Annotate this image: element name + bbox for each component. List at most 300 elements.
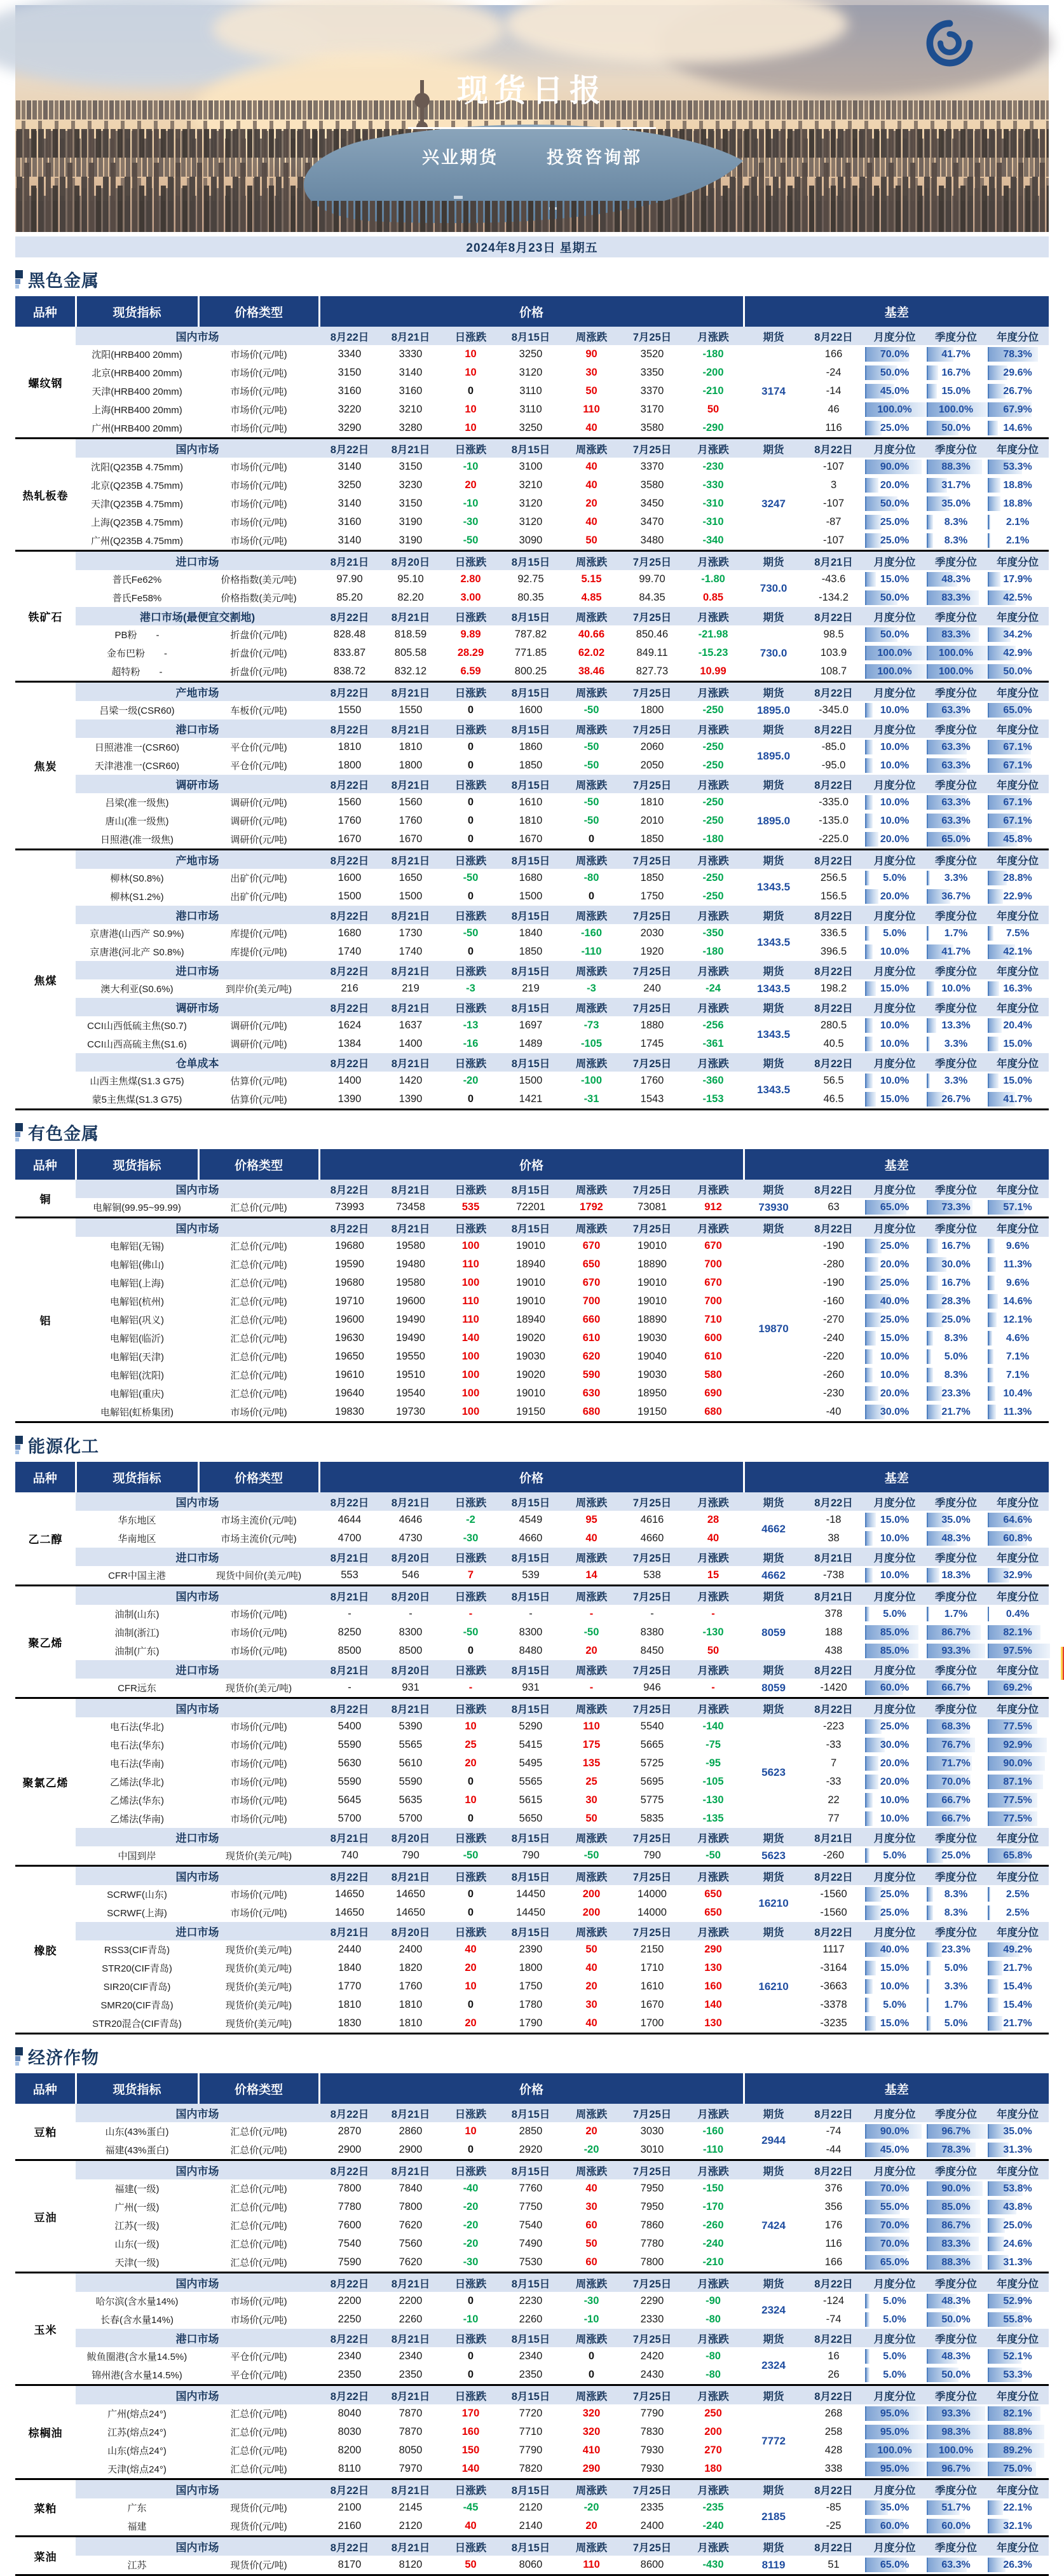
percentile-cell: [864, 1754, 925, 1773]
basis-cell: -74: [826, 2125, 842, 2137]
price-cell: 790: [522, 1850, 540, 1861]
percentile-cell: [925, 1679, 986, 1698]
percentile-value: 63.3%: [941, 2559, 971, 2570]
percentile-cell: [986, 1791, 1049, 1809]
price-cell: 2340: [338, 2350, 362, 2362]
subheader-date: 周涨跌: [561, 1548, 622, 1566]
title-divider: [408, 127, 656, 129]
price-cell: 3160: [338, 385, 362, 397]
price-cell: 19010: [638, 1295, 667, 1307]
change-cell: -250: [702, 704, 724, 716]
market-subheader: 进口市场: [76, 1660, 319, 1679]
price-type-cell: 市场价(元/吨): [230, 1814, 287, 1825]
subheader-date: 月涨跌: [683, 1660, 744, 1679]
change-cell: 150: [461, 2444, 480, 2456]
indicator-cell: 电解铝(临沂): [110, 1333, 164, 1344]
subheader-date: 月度分位: [864, 1218, 925, 1237]
subheader-date: 7月25日: [622, 1660, 683, 1679]
percentile-value: 5.0%: [883, 1608, 906, 1619]
percentile-cell: [864, 830, 925, 850]
subheader-date: 期货: [744, 1548, 803, 1566]
price-cell: 1760: [640, 1075, 664, 1086]
subheader-date: 季度分位: [925, 2273, 986, 2293]
org-name: 兴业期货: [422, 148, 498, 167]
subheader-date: 日涨跌: [441, 439, 500, 458]
price-cell: 931: [402, 1682, 419, 1693]
percentile-value: 25.0%: [941, 1314, 971, 1325]
price-cell: 1500: [519, 890, 543, 902]
data-row: [15, 1347, 1049, 1366]
subheader-date: 期货: [744, 906, 803, 924]
percentile-value: 25.0%: [880, 1721, 910, 1732]
percentile-value: 5.0%: [883, 872, 906, 883]
price-cell: 2100: [338, 2502, 362, 2513]
subheader-date: 7月25日: [622, 2385, 683, 2405]
percentile-cell: [864, 2310, 925, 2329]
subheader-date: 季度分位: [925, 607, 986, 625]
change-cell: -10: [583, 2314, 599, 2325]
percentile-value: 15.0%: [1003, 1075, 1032, 1086]
percentile-value: 63.3%: [941, 796, 971, 808]
indicator-cell: SIR20(CIF青岛): [103, 1982, 171, 1993]
price-cell: 8300: [519, 1626, 543, 1638]
price-cell: 1920: [640, 946, 664, 957]
percentile-value: 65.0%: [880, 2256, 910, 2268]
variety-cell: 铁矿石: [15, 551, 76, 682]
basis-cell: 166: [824, 348, 843, 360]
basis-cell: -225.0: [819, 833, 849, 845]
price-cell: 3470: [640, 516, 664, 528]
basis-cell: 98.5: [823, 629, 844, 640]
percentile-cell: [925, 1846, 986, 1866]
subheader-date: 8月22日: [319, 2385, 380, 2405]
price-cell: 5775: [640, 1794, 664, 1806]
subheader-date: 7月25日: [622, 2329, 683, 2347]
subheader-date: 8月15日: [500, 682, 561, 702]
subheader-date: 日涨跌: [441, 1866, 500, 1886]
price-type-cell: 市场价(元/吨): [230, 517, 287, 528]
subheader-date: 日涨跌: [441, 1660, 500, 1679]
price-cell: 8450: [640, 1645, 664, 1656]
percentile-value: 15.0%: [880, 2017, 910, 2029]
percentile-cell: [986, 1679, 1049, 1698]
price-cell: 5540: [640, 1721, 664, 1732]
price-cell: 19010: [638, 1277, 667, 1288]
market-subheader: 港口市场(最便宜交割地): [76, 607, 319, 625]
price-cell: 5665: [640, 1739, 664, 1750]
change-cell: -240: [702, 2520, 724, 2532]
percentile-cell: [925, 1904, 986, 1922]
data-row: [15, 812, 1049, 830]
basis-cell: 51: [828, 2559, 840, 2570]
percentile-value: 90.0%: [880, 2125, 910, 2137]
percentile-bar: [865, 1331, 876, 1346]
price-cell: 790: [643, 1850, 661, 1861]
subheader-row: [15, 439, 1049, 458]
price-cell: 1810: [338, 741, 362, 753]
change-cell: -50: [583, 760, 599, 771]
percentile-value: 41.7%: [941, 348, 971, 360]
percentile-value: 100.0%: [877, 404, 912, 415]
percentile-cell: [925, 1791, 986, 1809]
percentile-cell: [925, 1198, 986, 1218]
subheader-date: 周涨跌: [561, 1660, 622, 1679]
price-type-cell: 汇总价(元/吨): [230, 2464, 287, 2475]
percentile-value: 63.3%: [941, 704, 971, 716]
data-row: [15, 1791, 1049, 1809]
subheader-date: 月涨跌: [683, 2160, 744, 2180]
indicator-cell: 柳林(S0.8%): [110, 873, 164, 884]
subheader-date: 年度分位: [986, 607, 1049, 625]
price-cell: 2860: [399, 2125, 423, 2137]
percentile-cell: [986, 494, 1049, 513]
percentile-value: 3.3%: [944, 1038, 968, 1049]
change-cell: -10: [463, 498, 479, 509]
price-type-cell: 现货价(元/吨): [230, 2521, 287, 2532]
basis-cell: -25: [826, 2520, 842, 2532]
change-cell: 95: [585, 1514, 597, 1525]
price-cell: 19020: [516, 1369, 545, 1380]
percentile-value: 63.3%: [941, 741, 971, 753]
price-cell: 1543: [640, 1093, 664, 1105]
percentile-cell: [986, 1717, 1049, 1736]
percentile-value: 29.6%: [1003, 367, 1032, 378]
price-cell: 4646: [399, 1514, 423, 1525]
percentile-value: 18.8%: [1003, 479, 1032, 491]
indicator-cell: 广东: [127, 2503, 147, 2514]
subheader-date: 8月22日: [319, 1218, 380, 1237]
column-header: 现货指标: [76, 1149, 198, 1180]
subheader-date: 周涨跌: [561, 719, 622, 738]
percentile-cell: [925, 589, 986, 607]
change-cell: 0.85: [702, 592, 724, 603]
indicator-cell: 天津(Q235B 4.75mm): [90, 499, 184, 510]
percentile-value: 73.3%: [941, 1201, 971, 1213]
price-cell: 8600: [640, 2559, 664, 2570]
percentile-cell: [986, 2141, 1049, 2160]
change-cell: -: [711, 1682, 715, 1693]
data-row: [15, 2235, 1049, 2253]
subheader-date: 周涨跌: [561, 439, 622, 458]
percentile-cell: [864, 1072, 925, 1090]
subheader-date: 月度分位: [864, 1180, 925, 1198]
percentile-value: 17.9%: [1003, 573, 1032, 585]
section-title: [15, 1433, 1064, 1457]
subheader-row: [15, 327, 1049, 345]
market-subheader: 港口市场: [76, 719, 319, 738]
change-cell: -50: [583, 815, 599, 826]
section-title-text: 经济作物: [28, 2048, 99, 2068]
change-cell: 50: [585, 2238, 597, 2249]
column-header: 价格: [319, 1462, 744, 1492]
variety-cell: 乙二醇: [15, 1492, 76, 1586]
price-type-cell: 市场价(元/吨): [230, 1646, 287, 1657]
price-cell: 850.46: [636, 629, 669, 640]
percentile-value: 20.0%: [880, 1757, 910, 1769]
percentile-value: 20.0%: [880, 833, 910, 845]
data-row: [15, 1977, 1049, 1996]
subheader-row: [15, 1218, 1049, 1237]
percentile-bar: [865, 1811, 873, 1826]
subheader-date: 期货: [744, 775, 803, 793]
section-title: [15, 267, 1064, 292]
change-cell: -250: [702, 741, 724, 753]
column-header: 现货指标: [76, 296, 198, 327]
price-cell: 19830: [335, 1406, 364, 1417]
subheader-date: 周涨跌: [561, 998, 622, 1016]
subheader-date: 8月15日: [500, 998, 561, 1016]
subheader-date: 8月22日: [803, 1660, 864, 1679]
price-cell: 8380: [640, 1626, 664, 1638]
percentile-cell: [925, 1255, 986, 1274]
subheader-date: 期货: [744, 1828, 803, 1846]
price-cell: 7750: [519, 2201, 543, 2212]
percentile-value: 70.0%: [880, 2238, 910, 2249]
price-cell: 1810: [640, 796, 664, 808]
percentile-bar: [927, 384, 937, 399]
percentile-value: 30.0%: [941, 1258, 971, 1270]
percentile-value: 25.0%: [880, 1888, 910, 1900]
price-cell: 1740: [338, 946, 362, 957]
indicator-cell: 京唐港(山西产 S0.9%): [90, 929, 184, 939]
percentile-value: 0.4%: [1006, 1608, 1030, 1619]
percentile-cell: [986, 1384, 1049, 1403]
basis-cell: 438: [824, 1645, 843, 1656]
indicator-cell: 乙烯法(华南): [110, 1814, 164, 1825]
price-cell: 1850: [640, 872, 664, 883]
price-cell: 2330: [640, 2314, 664, 2325]
percentile-value: 60.8%: [1003, 1532, 1032, 1544]
price-cell: 1840: [519, 927, 543, 939]
percentile-cell: [925, 2235, 986, 2253]
change-cell: 600: [704, 1332, 722, 1344]
percentile-cell: [925, 1511, 986, 1529]
basis-cell: 26: [828, 2369, 840, 2380]
price-cell: 5650: [519, 1813, 543, 1824]
percentile-value: 51.7%: [941, 2502, 971, 2513]
subheader-date: 周涨跌: [561, 607, 622, 625]
futures-cell: 8119: [761, 2558, 786, 2571]
subheader-date: 8月15日: [500, 2273, 561, 2293]
price-cell: 1810: [519, 815, 543, 826]
percentile-bar: [865, 740, 873, 754]
percentile-value: 92.9%: [1003, 1739, 1032, 1750]
price-cell: 240: [643, 983, 661, 994]
bullet-square: [15, 1436, 23, 1444]
percentile-cell: [864, 364, 925, 382]
subheader-date: 8月20日: [380, 551, 441, 571]
futures-cell: 5623: [761, 1849, 786, 1862]
subheader-date: 8月15日: [500, 1698, 561, 1718]
change-cell: 40: [465, 1944, 477, 1955]
percentile-cell: [864, 2517, 925, 2537]
subheader-date: 月度分位: [864, 607, 925, 625]
percentile-cell: [986, 924, 1049, 943]
percentile-value: 45.0%: [880, 385, 910, 397]
percentile-value: 90.0%: [941, 2183, 971, 2194]
change-cell: 140: [461, 2463, 480, 2474]
percentile-cell: [864, 1090, 925, 1110]
market-subheader: 港口市场: [76, 906, 319, 924]
subheader-date: 月涨跌: [683, 1218, 744, 1237]
section-bullet-icon: [15, 1123, 23, 1141]
subheader-date: 期货: [744, 682, 803, 702]
subheader-date: 8月21日: [380, 2329, 441, 2347]
futures-cell: 19870: [758, 1323, 789, 1335]
percentile-bar: [865, 1998, 870, 2012]
subheader-row: [15, 1828, 1049, 1846]
percentile-cell: [925, 2216, 986, 2235]
price-type-cell: 现货价(美元/吨): [225, 2019, 292, 2029]
scrollbar-thumb[interactable]: [1061, 1647, 1064, 1680]
percentile-cell: [925, 364, 986, 382]
basis-cell: -280: [823, 1258, 845, 1270]
subheader-date: 8月21日: [380, 2104, 441, 2122]
price-type-cell: 现货价(美元/吨): [225, 2000, 292, 2011]
data-row: [15, 1198, 1049, 1218]
subheader-date: 季度分位: [925, 775, 986, 793]
price-cell: 849.11: [636, 647, 668, 658]
subheader-row: [15, 2160, 1049, 2180]
subheader-date: 周涨跌: [561, 2160, 622, 2180]
percentile-bar: [988, 1887, 990, 1902]
basis-cell: 428: [824, 2444, 843, 2456]
percentile-bar: [865, 1756, 878, 1771]
subheader-date: 周涨跌: [561, 1922, 622, 1940]
subheader-date: 8月15日: [500, 1660, 561, 1679]
subheader-date: 8月21日: [319, 1922, 380, 1940]
price-cell: 1850: [519, 946, 543, 957]
change-cell: 0: [467, 2350, 474, 2362]
price-cell: 2400: [399, 1944, 423, 1955]
data-row: [15, 513, 1049, 531]
subheader-date: 8月21日: [380, 2273, 441, 2293]
indicator-cell: 金布巴粉 -: [107, 648, 167, 659]
price-cell: 14450: [516, 1888, 545, 1900]
price-cell: 1790: [519, 2017, 543, 2029]
price-type-cell: 市场价(元/吨): [230, 499, 287, 510]
percentile-value: 15.0%: [880, 1093, 910, 1105]
subheader-date: 月涨跌: [683, 439, 744, 458]
change-cell: 30: [585, 1999, 597, 2010]
percentile-value: 41.7%: [941, 946, 971, 957]
percentile-cell: [986, 531, 1049, 551]
percentile-bar: [988, 1979, 999, 1994]
subheader-date: 季度分位: [925, 2329, 986, 2347]
subheader-date: 7月25日: [622, 327, 683, 345]
percentile-cell: [925, 1529, 986, 1548]
percentile-cell: [864, 1940, 925, 1959]
price-cell: 3100: [519, 461, 543, 472]
subheader-date: 日涨跌: [441, 1218, 500, 1237]
price-type-cell: 汇总价(元/吨): [230, 2202, 287, 2213]
subheader-date: 7月25日: [622, 1866, 683, 1886]
change-cell: -10: [463, 2314, 479, 2325]
percentile-cell: [925, 1736, 986, 1754]
change-cell: -73: [583, 1019, 599, 1031]
percentile-value: 43.8%: [1003, 2201, 1032, 2212]
subheader-date: 季度分位: [925, 961, 986, 979]
percentile-bar: [988, 1239, 995, 1253]
percentile-cell: [864, 476, 925, 494]
price-type-cell: 市场价(元/吨): [230, 480, 287, 491]
subheader-date: 8月15日: [500, 327, 561, 345]
percentile-bar: [865, 703, 873, 718]
bullet-square: [15, 1132, 20, 1137]
percentile-cell: [986, 2556, 1049, 2575]
basis-cell: 256.5: [820, 872, 847, 883]
subheader-date: 季度分位: [925, 439, 986, 458]
price-cell: 19680: [335, 1277, 364, 1288]
percentile-value: 49.2%: [1003, 1944, 1032, 1955]
indicator-cell: 电解铝(巩义): [110, 1315, 164, 1326]
price-cell: 3220: [338, 404, 362, 415]
change-cell: 1792: [580, 1201, 603, 1213]
price-cell: 1670: [338, 833, 362, 845]
percentile-cell: [986, 1904, 1049, 1922]
variety-cell: 豆粕: [15, 2104, 76, 2160]
price-cell: 2350: [519, 2369, 543, 2380]
percentile-bar: [927, 1405, 941, 1419]
percentile-cell: [986, 2014, 1049, 2034]
price-cell: 19020: [516, 1332, 545, 1344]
percentile-bar: [927, 926, 929, 941]
percentile-value: 2.5%: [1006, 1907, 1030, 1918]
change-cell: 320: [582, 2426, 601, 2437]
price-cell: 1750: [519, 1980, 543, 1992]
basis-cell: -160: [823, 1295, 845, 1307]
data-row: [15, 2366, 1049, 2385]
percentile-value: 66.7%: [941, 1794, 971, 1806]
change-cell: 50: [465, 2559, 477, 2570]
basis-cell: -85: [826, 2502, 842, 2513]
subheader-date: 期货: [744, 1922, 803, 1940]
price-cell: 216: [341, 983, 358, 994]
percentile-value: 28.3%: [941, 1295, 971, 1307]
percentile-bar: [988, 1018, 1002, 1033]
indicator-cell: 油制(山东): [114, 1609, 160, 1620]
change-cell: 200: [582, 1907, 601, 1918]
percentile-value: 8.3%: [944, 1907, 968, 1918]
percentile-cell: [864, 2366, 925, 2385]
percentile-bar: [865, 1719, 882, 1734]
indicator-cell: CCI山西高硫主焦(S1.6): [87, 1039, 187, 1050]
price-cell: 1730: [399, 927, 423, 939]
subheader-date: 月涨跌: [683, 2329, 744, 2347]
market-subheader: 港口市场: [76, 2329, 319, 2347]
percentile-cell: [925, 1623, 986, 1642]
price-cell: 19150: [638, 1406, 667, 1417]
price-cell: 2440: [338, 1944, 362, 1955]
subheader-date: 年度分位: [986, 2537, 1049, 2556]
change-cell: 700: [704, 1258, 722, 1270]
price-cell: 4730: [399, 1532, 423, 1544]
indicator-cell: STR20混合(CIF青岛): [92, 2019, 182, 2029]
subheader-date: 7月25日: [622, 607, 683, 625]
subheader-date: 月度分位: [864, 1828, 925, 1846]
percentile-cell: [986, 2460, 1049, 2479]
subheader-date: 日涨跌: [441, 2104, 500, 2122]
price-type-cell: 现货价(美元/吨): [225, 1963, 292, 1974]
subheader-date: 8月21日: [380, 2537, 441, 2556]
price-cell: 7780: [338, 2201, 362, 2212]
price-cell: 219: [522, 983, 540, 994]
percentile-cell: [864, 793, 925, 812]
percentile-cell: [925, 2460, 986, 2479]
price-cell: 818.59: [394, 629, 427, 640]
percentile-value: 68.3%: [941, 1721, 971, 1732]
subheader-date: 月涨跌: [683, 2385, 744, 2405]
